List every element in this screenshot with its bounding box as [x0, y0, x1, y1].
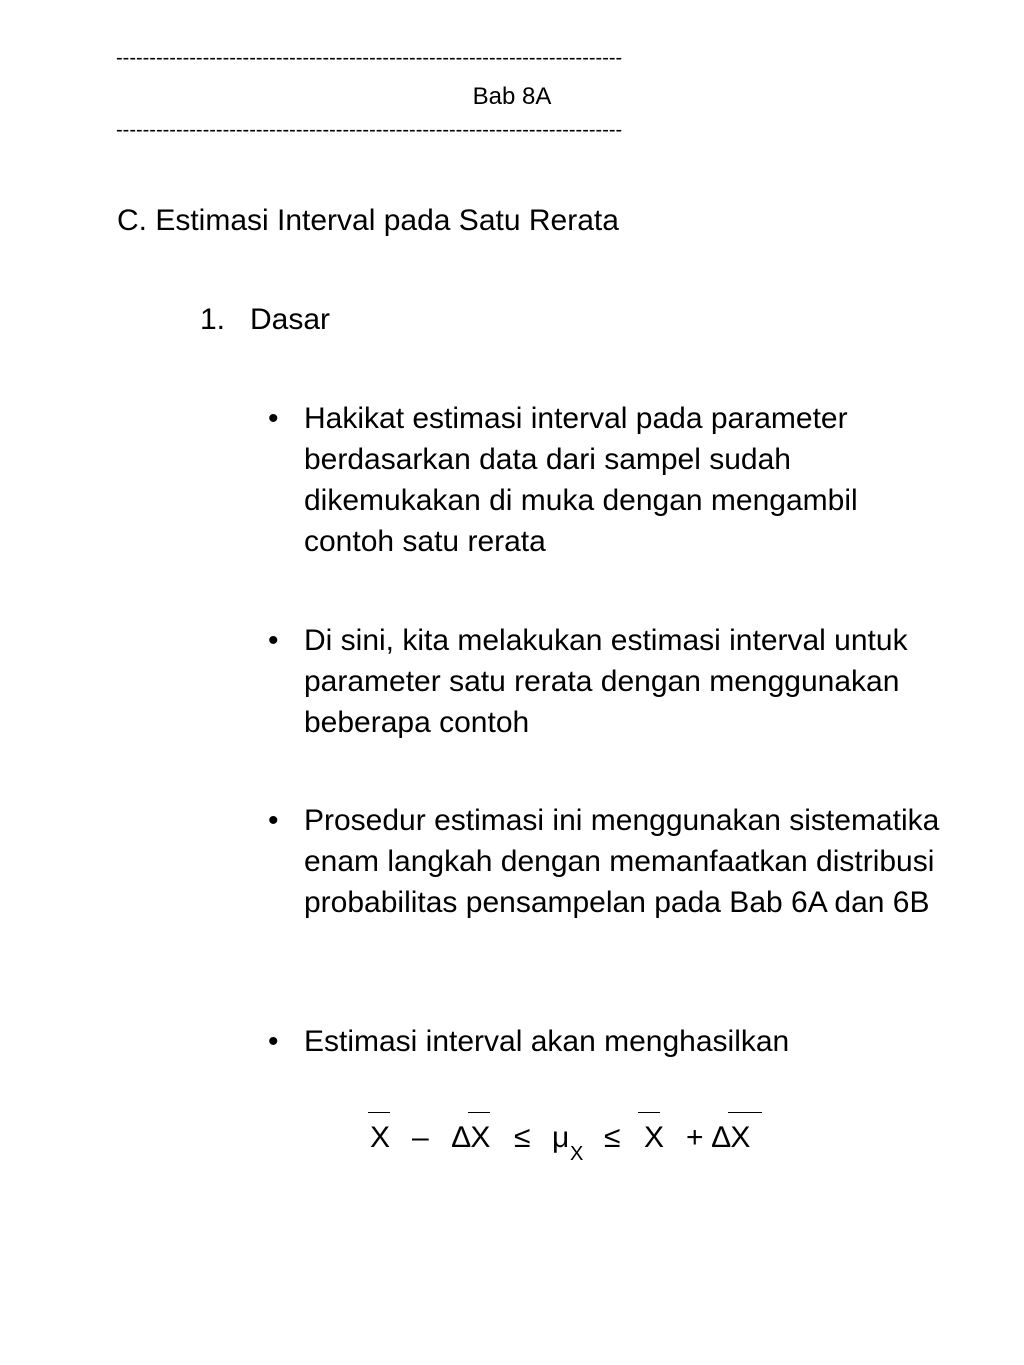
formula-minus: – [412, 1121, 429, 1154]
bullet-marker: • [268, 804, 279, 837]
header-dash-bottom: ---------------------------------------------------------------------------- [116, 119, 623, 141]
bullet-marker: • [268, 1025, 279, 1058]
bullet-item [268, 800, 948, 923]
header-dash-top: ---------------------------------------------------------------------------- [116, 47, 623, 69]
subsection-title: Dasar [250, 303, 331, 336]
formula-delta-x-right: ∆X [712, 1121, 751, 1154]
formula-leq-left: ≤ [514, 1121, 531, 1154]
chapter-title: Bab 8A [472, 83, 552, 110]
formula-plus: + [686, 1121, 704, 1154]
interval-formula [368, 1108, 788, 1168]
formula-leq-right: ≤ [604, 1121, 621, 1154]
bullet-text: Hakikat estimasi interval pada parameter berdasarkan data dari sampel sudah dikemukakan di muka dengan mengambil contoh satu rerata [304, 402, 858, 558]
formula-x-bar-right: X [644, 1121, 665, 1154]
section-heading: C. Estimasi Interval pada Satu Rerata [117, 204, 619, 237]
bullet-item [268, 1021, 948, 1062]
bullet-marker: • [268, 402, 279, 435]
bullet-text: Estimasi interval akan menghasilkan [304, 1025, 790, 1058]
overline-x3 [638, 1112, 660, 1113]
formula-x-bar-left: X [370, 1121, 391, 1154]
overline-x4 [728, 1112, 762, 1113]
bullet-item [268, 620, 948, 743]
formula-mu: μ [552, 1121, 570, 1154]
bullet-text: Prosedur estimasi ini menggunakan sistematika enam langkah dengan memanfaatkan distribusi probabilitas pensampelan pada Bab 6A dan 6B [304, 804, 940, 919]
subsection-heading [200, 302, 330, 338]
bullet-text: Di sini, kita melakukan estimasi interval untuk parameter satu rerata dengan menggunakan beberapa contoh [304, 624, 908, 739]
subsection-number: 1. [200, 303, 226, 336]
overline-x2 [468, 1112, 490, 1113]
bullet-item [268, 398, 948, 562]
overline-x1 [368, 1112, 390, 1113]
formula-mu-subscript: X [570, 1143, 584, 1165]
bullet-marker: • [268, 624, 279, 657]
formula-delta-x-left: ∆X [452, 1121, 491, 1154]
